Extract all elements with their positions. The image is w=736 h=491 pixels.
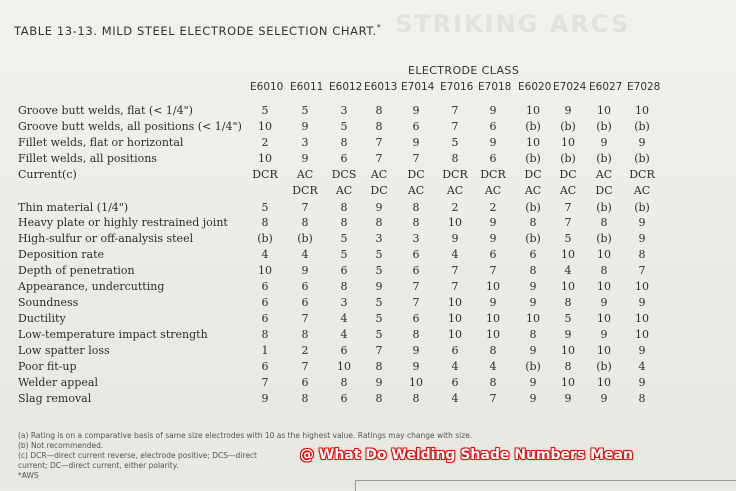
table-cell: 8 bbox=[600, 264, 608, 277]
table-cell: 7 bbox=[564, 201, 572, 214]
column-header-e6012: E6012 bbox=[329, 81, 363, 93]
table-cell: 8 bbox=[529, 216, 537, 229]
table-cell: (b) bbox=[634, 201, 650, 214]
table-cell: 6 bbox=[301, 280, 309, 293]
table-cell: (b) bbox=[596, 201, 612, 214]
table-cell: 4 bbox=[489, 360, 497, 373]
table-cell: 10 bbox=[448, 216, 462, 229]
table-cell: (b) bbox=[634, 120, 650, 133]
table-cell: 6 bbox=[489, 120, 497, 133]
table-cell: 7 bbox=[375, 344, 383, 357]
table-cell: 8 bbox=[375, 120, 383, 133]
table-cell: 9 bbox=[489, 216, 497, 229]
table-cell: 6 bbox=[340, 264, 348, 277]
table-cell: 9 bbox=[564, 104, 572, 117]
column-header-e6027: E6027 bbox=[589, 81, 623, 93]
table-cell: (b) bbox=[297, 232, 313, 245]
row-label: Heavy plate or highly restrained joint bbox=[18, 216, 228, 229]
table-cell: 7 bbox=[375, 152, 383, 165]
table-cell: 10 bbox=[486, 312, 500, 325]
table-cell: 10 bbox=[337, 360, 351, 373]
table-cell: 9 bbox=[600, 296, 608, 309]
table-cell: 8 bbox=[600, 216, 608, 229]
table-cell: 10 bbox=[597, 104, 611, 117]
row-label: Depth of penetration bbox=[18, 264, 135, 277]
table-cell: 9 bbox=[261, 392, 269, 405]
table-cell: 8 bbox=[340, 136, 348, 149]
table-cell: AC bbox=[484, 184, 502, 197]
table-cell: 9 bbox=[451, 232, 459, 245]
table-cell: 10 bbox=[597, 280, 611, 293]
table-cell: 8 bbox=[412, 392, 420, 405]
table-cell: 8 bbox=[412, 216, 420, 229]
table-cell: 8 bbox=[261, 216, 269, 229]
table-cell: 8 bbox=[489, 344, 497, 357]
table-cell: (b) bbox=[560, 152, 576, 165]
table-cell: 8 bbox=[340, 376, 348, 389]
table-cell: 9 bbox=[375, 376, 383, 389]
table-cell: 4 bbox=[340, 328, 348, 341]
table-cell: AC bbox=[633, 184, 651, 197]
table-cell: 9 bbox=[301, 120, 309, 133]
table-cell: 6 bbox=[489, 248, 497, 261]
table-cell: 9 bbox=[600, 328, 608, 341]
table-title-text: TABLE 13-13. MILD STEEL ELECTRODE SELECTION CHART. bbox=[14, 23, 377, 38]
table-cell: 9 bbox=[600, 136, 608, 149]
table-cell: 9 bbox=[529, 392, 537, 405]
table-cell: AC bbox=[595, 168, 613, 181]
table-cell: 10 bbox=[561, 248, 575, 261]
watermark-caption: @ What Do Welding Shade Numbers Mean bbox=[300, 447, 633, 463]
table-cell: 9 bbox=[301, 152, 309, 165]
table-cell: 6 bbox=[261, 280, 269, 293]
row-label: Poor fit-up bbox=[18, 360, 77, 373]
table-cell: 10 bbox=[448, 312, 462, 325]
table-cell: 10 bbox=[486, 328, 500, 341]
table-cell: 6 bbox=[301, 376, 309, 389]
row-label: Groove butt welds, all positions (< 1/4") bbox=[18, 120, 242, 133]
table-cell: 10 bbox=[597, 312, 611, 325]
table-cell: DCR bbox=[629, 168, 655, 181]
table-cell: (b) bbox=[596, 360, 612, 373]
table-cell: 10 bbox=[597, 344, 611, 357]
table-cell: 6 bbox=[340, 152, 348, 165]
table-cell: 10 bbox=[561, 376, 575, 389]
table-cell: 7 bbox=[412, 296, 420, 309]
table-cell: 8 bbox=[261, 328, 269, 341]
table-cell: 4 bbox=[451, 392, 459, 405]
row-label: Fillet welds, flat or horizontal bbox=[18, 136, 184, 149]
table-cell: 9 bbox=[529, 344, 537, 357]
table-cell: 9 bbox=[600, 392, 608, 405]
table-cell: 9 bbox=[529, 280, 537, 293]
table-cell: 7 bbox=[451, 104, 459, 117]
table-cell: 2 bbox=[261, 136, 269, 149]
table-cell: 9 bbox=[489, 136, 497, 149]
table-cell: 10 bbox=[561, 136, 575, 149]
table-cell: 9 bbox=[638, 296, 646, 309]
table-cell: 7 bbox=[301, 360, 309, 373]
table-cell: 7 bbox=[412, 280, 420, 293]
table-cell: 5 bbox=[375, 328, 383, 341]
table-cell: 6 bbox=[451, 344, 459, 357]
table-cell: 8 bbox=[529, 328, 537, 341]
row-label: Groove butt welds, flat (< 1/4") bbox=[18, 104, 193, 117]
bleed-through-text: STRIKING ARCS bbox=[395, 10, 631, 38]
table-cell: 9 bbox=[489, 296, 497, 309]
table-cell: 7 bbox=[301, 201, 309, 214]
table-cell: 4 bbox=[340, 312, 348, 325]
table-cell: 5 bbox=[301, 104, 309, 117]
table-cell: 9 bbox=[529, 376, 537, 389]
table-cell: 7 bbox=[638, 264, 646, 277]
footnote: current; DC—direct current, either polarity. bbox=[18, 461, 179, 470]
column-header-e6010: E6010 bbox=[250, 81, 284, 93]
table-cell: 10 bbox=[526, 136, 540, 149]
table-cell: (b) bbox=[525, 152, 541, 165]
row-label: Welder appeal bbox=[18, 376, 98, 389]
row-label: Soundness bbox=[18, 296, 79, 309]
table-cell: 8 bbox=[340, 201, 348, 214]
row-label: Current(c) bbox=[18, 168, 77, 181]
table-cell: 10 bbox=[258, 152, 272, 165]
table-cell: 6 bbox=[340, 344, 348, 357]
table-cell: 7 bbox=[451, 120, 459, 133]
table-cell: 10 bbox=[409, 376, 423, 389]
table-cell: DCR bbox=[480, 168, 506, 181]
table-cell: 3 bbox=[301, 136, 309, 149]
table-cell: 4 bbox=[451, 360, 459, 373]
table-cell: 10 bbox=[635, 104, 649, 117]
table-cell: 3 bbox=[340, 104, 348, 117]
table-cell: AC bbox=[446, 184, 464, 197]
table-cell: 5 bbox=[261, 201, 269, 214]
table-cell: 4 bbox=[564, 264, 572, 277]
table-cell: 8 bbox=[375, 392, 383, 405]
table-title bbox=[14, 23, 382, 38]
table-cell: 8 bbox=[301, 328, 309, 341]
table-cell: 5 bbox=[340, 232, 348, 245]
table-cell: 3 bbox=[340, 296, 348, 309]
table-cell: 5 bbox=[375, 296, 383, 309]
table-cell: 5 bbox=[340, 248, 348, 261]
table-cell: 6 bbox=[261, 360, 269, 373]
table-cell: 4 bbox=[301, 248, 309, 261]
table-cell: 8 bbox=[375, 216, 383, 229]
table-cell: 9 bbox=[564, 392, 572, 405]
table-cell: 7 bbox=[412, 152, 420, 165]
table-cell: 7 bbox=[301, 312, 309, 325]
table-cell: 1 bbox=[261, 344, 269, 357]
table-cell: 6 bbox=[529, 248, 537, 261]
table-cell: 8 bbox=[412, 328, 420, 341]
table-cell: 3 bbox=[412, 232, 420, 245]
table-cell: 9 bbox=[638, 232, 646, 245]
table-cell: 5 bbox=[451, 136, 459, 149]
table-cell: 6 bbox=[489, 152, 497, 165]
table-cell: 10 bbox=[526, 104, 540, 117]
table-cell: DCR bbox=[442, 168, 468, 181]
footnote: *AWS bbox=[18, 471, 39, 480]
table-cell: 9 bbox=[638, 344, 646, 357]
table-cell: DC bbox=[559, 168, 577, 181]
table-cell: (b) bbox=[560, 120, 576, 133]
column-header-e6011: E6011 bbox=[290, 81, 324, 93]
table-cell: AC bbox=[335, 184, 353, 197]
table-cell: 8 bbox=[529, 264, 537, 277]
table-cell: 8 bbox=[340, 216, 348, 229]
footnote: (a) Rating is on a comparative basis of same size electrodes with 10 as the highest value. Ratings may change with size. bbox=[18, 431, 473, 440]
table-cell: DCR bbox=[292, 184, 318, 197]
table-cell: 9 bbox=[638, 376, 646, 389]
table-cell: (b) bbox=[525, 360, 541, 373]
table-cell: 2 bbox=[301, 344, 309, 357]
table-cell: 6 bbox=[261, 312, 269, 325]
table-cell: 7 bbox=[451, 264, 459, 277]
column-header-e7018: E7018 bbox=[478, 81, 512, 93]
table-cell: 7 bbox=[564, 216, 572, 229]
row-label: Slag removal bbox=[18, 392, 92, 405]
table-cell: 8 bbox=[564, 360, 572, 373]
table-cell: AC bbox=[407, 184, 425, 197]
table-cell: 6 bbox=[451, 376, 459, 389]
table-cell: 3 bbox=[375, 232, 383, 245]
table-cell: AC bbox=[296, 168, 314, 181]
table-cell: 5 bbox=[375, 248, 383, 261]
column-header-e6020: E6020 bbox=[518, 81, 552, 93]
electrode-class-header: ELECTRODE CLASS bbox=[408, 64, 520, 77]
table-cell: 9 bbox=[638, 136, 646, 149]
table-cell: DCR bbox=[252, 168, 278, 181]
table-cell: 9 bbox=[412, 344, 420, 357]
table-cell: 9 bbox=[412, 360, 420, 373]
table-cell: DC bbox=[524, 168, 542, 181]
row-label: Appearance, undercutting bbox=[18, 280, 165, 293]
table-cell: 6 bbox=[412, 120, 420, 133]
table-cell: (b) bbox=[525, 201, 541, 214]
table-cell: 9 bbox=[529, 296, 537, 309]
table-cell: 6 bbox=[340, 392, 348, 405]
table-cell: 2 bbox=[489, 201, 497, 214]
table-cell: DCS bbox=[331, 168, 357, 181]
title-footnote-mark: * bbox=[376, 23, 382, 32]
column-header-e6013: E6013 bbox=[364, 81, 398, 93]
table-cell: 10 bbox=[258, 120, 272, 133]
table-cell: 4 bbox=[261, 248, 269, 261]
row-label: Thin material (1/4") bbox=[18, 201, 129, 214]
table-cell: 5 bbox=[375, 264, 383, 277]
table-cell: 7 bbox=[489, 392, 497, 405]
table-cell: 8 bbox=[638, 248, 646, 261]
row-label: Low-temperature impact strength bbox=[18, 328, 208, 341]
table-cell: 7 bbox=[375, 136, 383, 149]
table-cell: AC bbox=[370, 168, 388, 181]
row-label: Ductility bbox=[18, 312, 66, 325]
table-cell: 10 bbox=[635, 312, 649, 325]
table-cell: DC bbox=[595, 184, 613, 197]
table-cell: 6 bbox=[412, 264, 420, 277]
column-header-e7014: E7014 bbox=[401, 81, 435, 93]
footnote: (c) DCR—direct current reverse, electrode positive; DCS—direct bbox=[18, 451, 257, 460]
table-cell: 5 bbox=[564, 312, 572, 325]
table-cell: 10 bbox=[635, 280, 649, 293]
table-cell: 8 bbox=[489, 376, 497, 389]
table-cell: 8 bbox=[375, 360, 383, 373]
table-cell: 8 bbox=[564, 296, 572, 309]
table-cell: DC bbox=[407, 168, 425, 181]
table-cell: 8 bbox=[638, 392, 646, 405]
table-cell: 10 bbox=[597, 376, 611, 389]
footnote: (b) Not recommended. bbox=[18, 441, 104, 450]
table-cell: 9 bbox=[638, 216, 646, 229]
table-cell: 9 bbox=[375, 201, 383, 214]
table-cell: 8 bbox=[340, 280, 348, 293]
table-cell: AC bbox=[559, 184, 577, 197]
row-label: Low spatter loss bbox=[18, 344, 110, 357]
column-header-e7016: E7016 bbox=[440, 81, 474, 93]
table-cell: 10 bbox=[561, 344, 575, 357]
table-cell: (b) bbox=[596, 120, 612, 133]
table-cell: AC bbox=[524, 184, 542, 197]
table-cell: 2 bbox=[451, 201, 459, 214]
table-cell: 6 bbox=[412, 248, 420, 261]
table-cell: 9 bbox=[412, 104, 420, 117]
table-cell: 10 bbox=[526, 312, 540, 325]
table-cell: 5 bbox=[261, 104, 269, 117]
row-label: Deposition rate bbox=[18, 248, 105, 261]
table-cell: 4 bbox=[638, 360, 646, 373]
table-cell: 8 bbox=[301, 216, 309, 229]
table-cell: 10 bbox=[597, 248, 611, 261]
table-cell: 7 bbox=[451, 280, 459, 293]
table-cell: DC bbox=[370, 184, 388, 197]
table-cell: 9 bbox=[489, 104, 497, 117]
table-cell: 10 bbox=[635, 328, 649, 341]
table-cell: (b) bbox=[525, 120, 541, 133]
column-header-e7024: E7024 bbox=[553, 81, 587, 93]
table-cell: 10 bbox=[258, 264, 272, 277]
table-cell: 10 bbox=[486, 280, 500, 293]
table-cell: 9 bbox=[301, 264, 309, 277]
table-cell: 10 bbox=[561, 280, 575, 293]
table-cell: 6 bbox=[412, 312, 420, 325]
table-cell: (b) bbox=[257, 232, 273, 245]
table-cell: 5 bbox=[340, 120, 348, 133]
table-cell: 9 bbox=[412, 136, 420, 149]
row-label: Fillet welds, all positions bbox=[18, 152, 157, 165]
table-cell: 10 bbox=[448, 296, 462, 309]
table-cell: 5 bbox=[564, 232, 572, 245]
bottom-frame-edge bbox=[355, 480, 736, 491]
table-cell: 9 bbox=[489, 232, 497, 245]
table-cell: 8 bbox=[301, 392, 309, 405]
row-label: High-sulfur or off-analysis steel bbox=[18, 232, 194, 245]
table-cell: 6 bbox=[301, 296, 309, 309]
table-cell: (b) bbox=[596, 152, 612, 165]
table-cell: 5 bbox=[375, 312, 383, 325]
table-cell: 9 bbox=[375, 280, 383, 293]
table-cell: 10 bbox=[448, 328, 462, 341]
table-cell: 9 bbox=[564, 328, 572, 341]
table-cell: 7 bbox=[261, 376, 269, 389]
table-cell: 8 bbox=[451, 152, 459, 165]
table-cell: 7 bbox=[489, 264, 497, 277]
table-cell: 8 bbox=[375, 104, 383, 117]
table-cell: 4 bbox=[451, 248, 459, 261]
table-cell: 8 bbox=[412, 201, 420, 214]
table-cell: 6 bbox=[261, 296, 269, 309]
table-cell: (b) bbox=[525, 232, 541, 245]
table-cell: (b) bbox=[596, 232, 612, 245]
column-header-e7028: E7028 bbox=[627, 81, 661, 93]
table-cell: (b) bbox=[634, 152, 650, 165]
